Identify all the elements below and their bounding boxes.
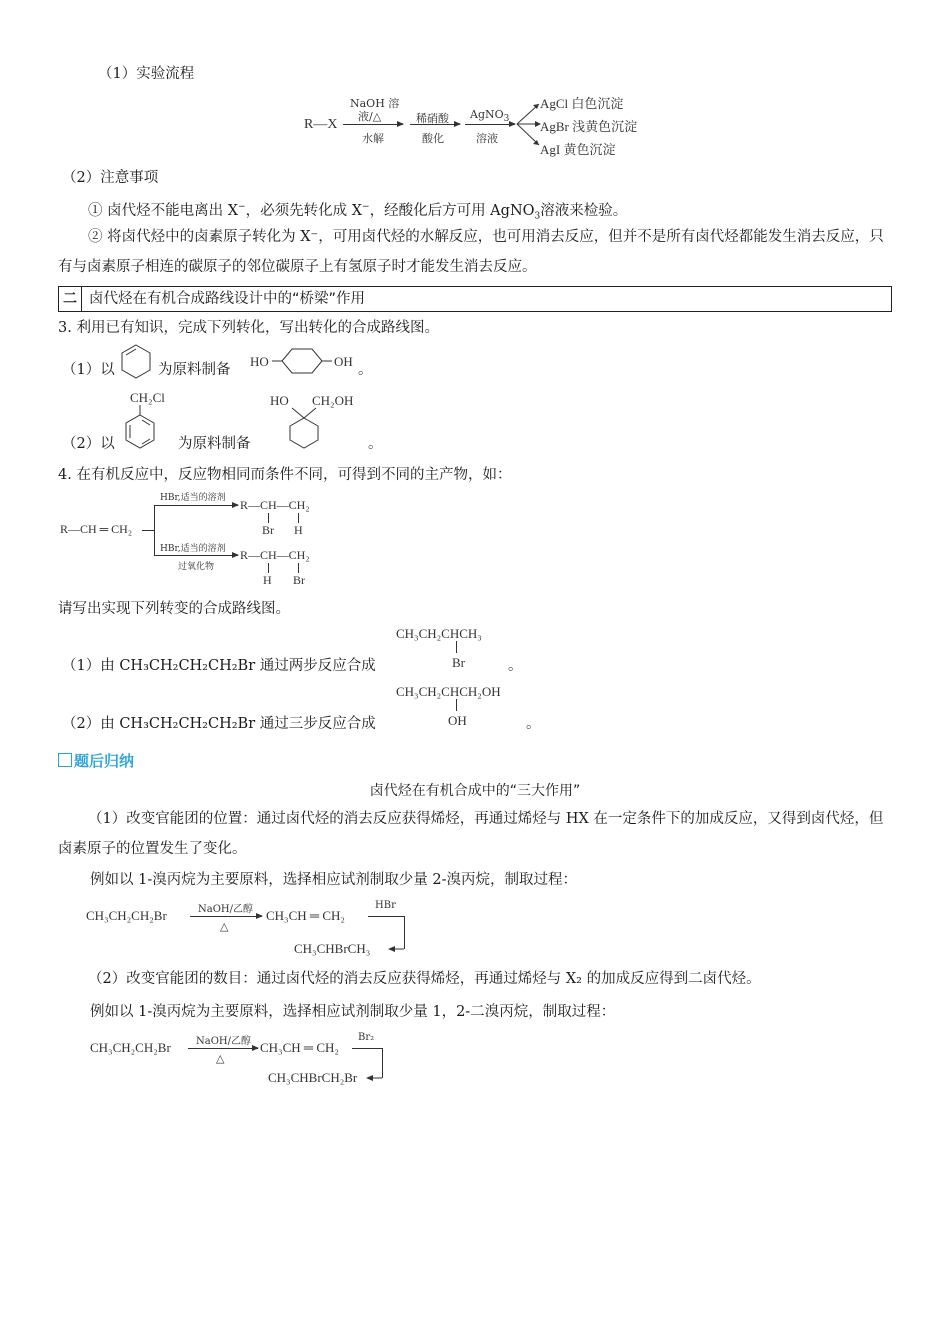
- summary-center-title: 卤代烃在有机合成中的“三大作用”: [369, 783, 581, 799]
- r1-connector-h: [368, 916, 404, 917]
- summary-p2: （2）改变官能团的数目：通过卤代烃的消去反应获得烯烃，再通过烯烃与 X₂ 的加成反应得到二卤代烃。: [88, 971, 761, 987]
- cyclohexene-structure: [120, 343, 152, 381]
- q3-intro: 3. 利用已有知识，完成下列转化，写出转化的合成路线图。: [58, 320, 439, 336]
- scheme-arrow-2: [154, 555, 238, 556]
- q3-p2-end: 。: [368, 436, 383, 452]
- r2-mid: CH₃CH ═ CH₂: [260, 1040, 339, 1055]
- r1-return-arrow: [388, 944, 406, 954]
- flow-step2-top: 稀硝酸: [416, 112, 449, 125]
- r2-reagent: Br₂: [358, 1032, 375, 1043]
- flow-arrow-1: [343, 124, 403, 125]
- r1-cond-top: NaOH/乙醇: [198, 904, 253, 915]
- r2-connector-h: [352, 1048, 382, 1049]
- r2-start: CH₃CH₂CH₂Br: [90, 1040, 171, 1055]
- q4-prod2-h: H: [263, 573, 272, 587]
- flow-step3-bottom: 溶液: [476, 132, 498, 145]
- scheme-stem: [142, 530, 154, 531]
- q4-prod2-br: Br: [293, 573, 305, 587]
- hydroxymethyl-cyclohexanol-structure: [286, 406, 326, 450]
- q4-p1-br: Br: [452, 655, 465, 670]
- summary-p1: （1）改变官能团的位置：通过卤代烃的消去反应获得烯烃，再通过烯烃与 HX 在一定条件下的加成反应，又得到卤代烃，但卤素原子的位置发生了变化。: [58, 811, 884, 857]
- section-number: 二: [59, 287, 82, 311]
- bond-line: [268, 563, 269, 573]
- q3-p1-end: 。: [358, 362, 373, 378]
- bond-line: [298, 563, 299, 573]
- section-title: 卤代烃在有机合成路线设计中的“桥梁”作用: [89, 291, 366, 307]
- q4-p1-product: CH₃CH₂CHCH₃: [396, 626, 482, 641]
- bond-line: [456, 641, 457, 653]
- q4-p1-end: 。: [508, 658, 523, 674]
- q3-p1-prefix: （1）以: [62, 362, 115, 378]
- q3-p2-ch2oh: CH₂OH: [312, 393, 354, 408]
- flow-arrow-3: [465, 124, 515, 125]
- note-2: ② 将卤代烃中的卤素原子转化为 X⁻，可用卤代烃的水解反应，也可用消去反应，但并不是所有卤代烃都能发生消去反应，只有与卤素原子相连的碳原子的邻位碳原子上有氢原子时才能发生消去反应。: [58, 229, 884, 275]
- r1-arrow: [190, 916, 262, 917]
- flow-step3-top: AgNO$_3$: [470, 108, 510, 125]
- q4-reactant: R—CH ═ CH₂: [60, 522, 133, 536]
- q4-cond2-bottom: 过氧化物: [178, 562, 215, 572]
- r2-end: CH₃CHBrCH₂Br: [268, 1070, 358, 1085]
- q4-intro: 4. 在有机反应中，反应物相同而条件不同，可得到不同的主产物，如：: [58, 467, 512, 483]
- summary-heading: 题后归纳: [58, 750, 134, 771]
- q4-prod2: R—CH—CH₂: [240, 548, 310, 562]
- q3-p1-mid: 为原料制备: [158, 362, 231, 378]
- flow-arrow-2: [410, 124, 460, 125]
- summary-ex2: 例如以 1-溴丙烷为主要原料，选择相应试剂制取少量 1，2-二溴丙烷，制取过程：: [90, 1004, 616, 1020]
- q3-p2-ho: HO: [270, 393, 289, 408]
- q4-prod1-h: H: [294, 523, 303, 537]
- q4-p1-text: （1）由 CH₃CH₂CH₂CH₂Br 通过两步反应合成: [62, 658, 376, 674]
- flow-step1-top1: NaOH 溶: [350, 97, 400, 110]
- q4-cond1: HBr,适当的溶剂: [160, 493, 226, 503]
- q3-p1-ho: HO: [250, 354, 269, 369]
- benzyl-chloride-structure: [124, 405, 156, 455]
- r1-reagent: HBr: [375, 900, 396, 911]
- cyclohexanediol-structure: [272, 346, 332, 376]
- q4-p2-end: 。: [526, 716, 541, 732]
- scheme-branch: [154, 505, 155, 555]
- bond-line: [298, 513, 299, 523]
- q4-prod1-br: Br: [262, 523, 274, 537]
- r2-return-arrow: [366, 1073, 384, 1083]
- note-1: ① 卤代烃不能电离出 X−，必须先转化成 X−，经酸化后方可用 AgNO$_3$溶液来检验。: [88, 202, 628, 222]
- q4-p2-text: （2）由 CH₃CH₂CH₂CH₂Br 通过三步反应合成: [62, 716, 376, 732]
- r2-cond-top: NaOH/乙醇: [196, 1036, 251, 1047]
- flow-product-agbr: AgBr 浅黄色沉淀: [540, 119, 638, 134]
- q3-p1-oh: OH: [334, 354, 353, 369]
- r1-cond-bottom: △: [220, 920, 229, 933]
- r2-cond-bottom: △: [216, 1052, 225, 1065]
- r1-mid: CH₃CH ═ CH₂: [266, 908, 345, 923]
- q4-cond2-top: HBr,适当的溶剂: [160, 544, 226, 554]
- q4-p2-product: CH₃CH₂CHCH₂OH: [396, 684, 501, 699]
- flow-product-agi: AgI 黄色沉淀: [540, 142, 616, 157]
- q4-p2-oh: OH: [448, 713, 467, 728]
- section-two-header: [58, 286, 892, 312]
- notes-label: （2）注意事项: [62, 170, 159, 186]
- summary-ex1: 例如以 1-溴丙烷为主要原料，选择相应试剂制取少量 2-溴丙烷，制取过程：: [90, 872, 577, 888]
- q3-p2-ch2cl: CH₂Cl: [130, 390, 165, 405]
- flow-product-agcl: AgCl 白色沉淀: [540, 96, 624, 111]
- q4-ask: 请写出实现下列转变的合成路线图。: [58, 601, 290, 617]
- q3-p2-prefix: （2）以: [62, 436, 115, 452]
- r1-end: CH₃CHBrCH₃: [294, 941, 371, 956]
- scheme-arrow-1: [154, 505, 238, 506]
- flow-step1-top2: 液/△: [358, 110, 382, 123]
- flow-label: （1）实验流程: [98, 66, 195, 82]
- bond-line: [456, 699, 457, 711]
- r2-arrow: [188, 1048, 258, 1049]
- checkbox-icon: [58, 753, 72, 767]
- q4-prod1: R—CH—CH₂: [240, 498, 310, 512]
- flow-step1-bottom: 水解: [362, 132, 384, 145]
- q3-p2-mid: 为原料制备: [178, 436, 251, 452]
- bond-line: [268, 513, 269, 523]
- flow-step2-bottom: 酸化: [422, 132, 444, 145]
- r1-start: CH₃CH₂CH₂Br: [86, 908, 167, 923]
- flow-rx: R—X: [304, 117, 338, 132]
